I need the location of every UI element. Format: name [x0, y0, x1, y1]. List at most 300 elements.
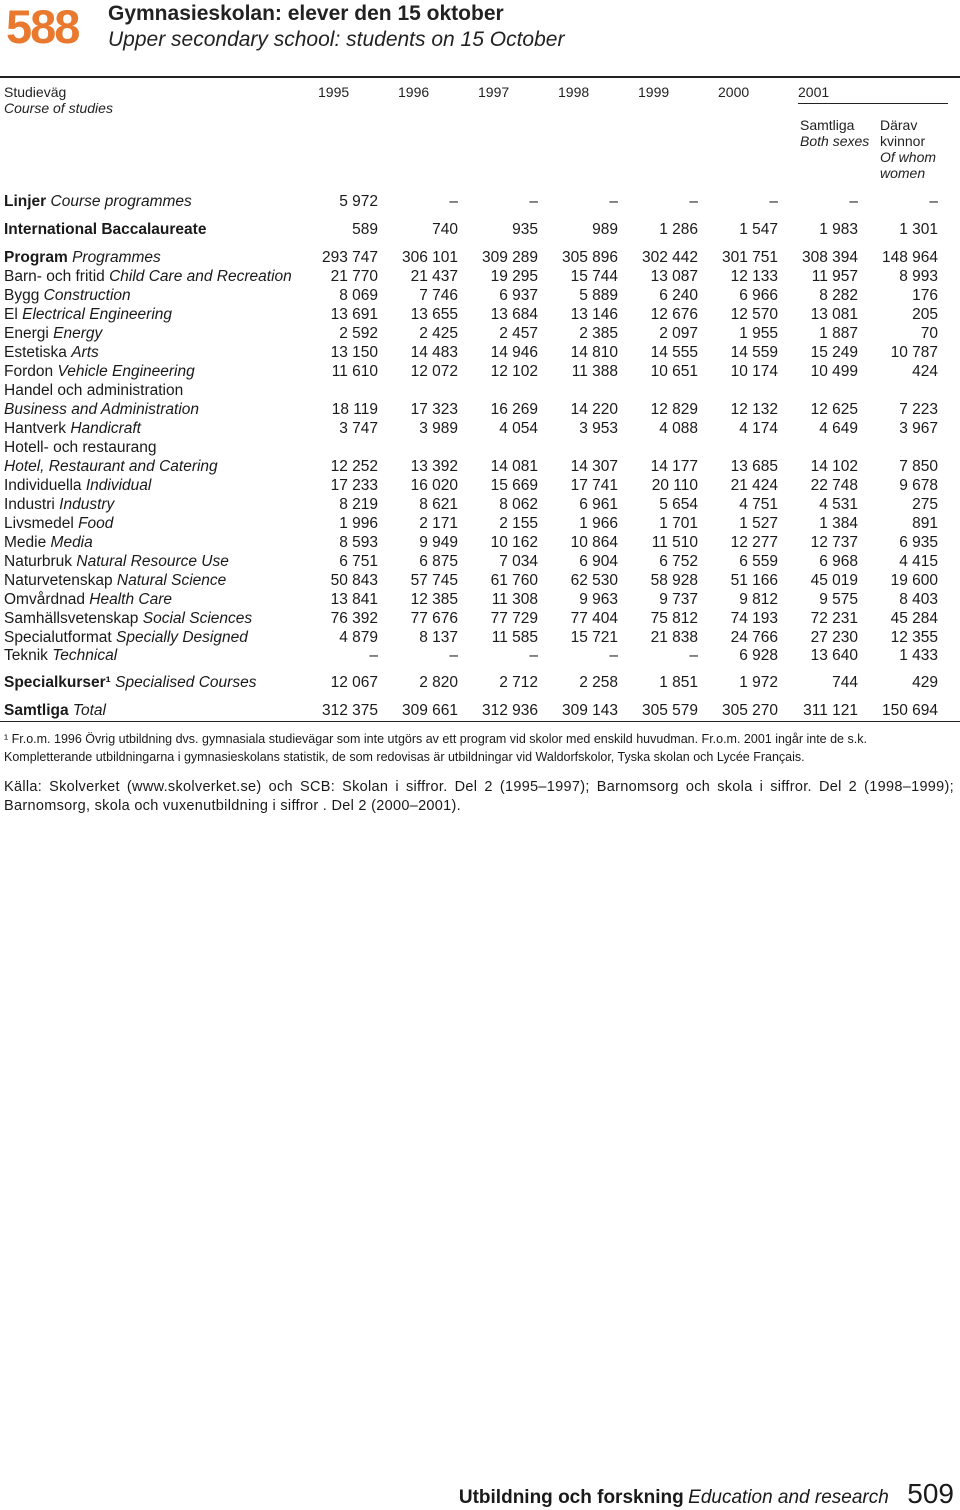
- row-label: [4, 628, 248, 647]
- table-number: 588: [6, 0, 79, 53]
- table-cell: 17 323: [410, 401, 458, 418]
- table-cell: 311 121: [803, 702, 858, 719]
- row-label-en: Electrical Engineering: [22, 306, 173, 323]
- table-cell: 2 097: [659, 325, 698, 342]
- table-cell: –: [689, 193, 698, 210]
- table-cell: 8 137: [419, 629, 458, 646]
- table-row: [0, 248, 960, 267]
- table-cell: 9 737: [659, 591, 698, 608]
- year-header-1995: 1995: [318, 84, 350, 100]
- row-label: [4, 476, 151, 495]
- table-cell: 11 585: [491, 629, 538, 646]
- table-cell: 12 355: [890, 629, 938, 646]
- table-cell: 5 889: [579, 287, 618, 304]
- table-cell: 1 851: [659, 674, 698, 691]
- row-label-en: Arts: [71, 344, 99, 361]
- row-label: [4, 419, 141, 438]
- table-cell: 77 404: [570, 610, 618, 627]
- table-cell: 2 258: [579, 674, 618, 691]
- table-cell: 11 388: [571, 363, 618, 380]
- row-label-en: Natural Resource Use: [76, 553, 229, 570]
- table-row: [0, 362, 960, 381]
- table-cell: 14 177: [650, 458, 698, 475]
- table-cell: 19 600: [890, 572, 938, 589]
- row-label-sv: Teknik: [4, 647, 48, 664]
- table-cell: 8 069: [339, 287, 378, 304]
- row-label-en: Health Care: [89, 591, 173, 608]
- table-cell: 8 282: [819, 287, 858, 304]
- row-label-sv: Naturvetenskap: [4, 572, 113, 589]
- table-cell: 9 812: [739, 591, 778, 608]
- table-cell: –: [769, 193, 778, 210]
- row-label: [4, 457, 218, 476]
- table-row: [0, 571, 960, 590]
- table-cell: 1 286: [659, 221, 698, 238]
- footnote-line-1: ¹ Fr.o.m. 1996 Övrig utbildning dvs. gymnasiala studievägar som inte utgörs av ett program vid skolor med enskild huvudman. Fr.o.m. 2001 ingår inte de s.k.: [4, 732, 867, 746]
- table-row: [0, 495, 960, 514]
- table-cell: 1 301: [899, 221, 938, 238]
- table-cell: 4 054: [499, 420, 538, 437]
- table-cell: 4 174: [739, 420, 778, 437]
- table-cell: 11 308: [491, 591, 538, 608]
- row-label: [4, 701, 106, 720]
- table-cell: 1 701: [659, 515, 698, 532]
- column-header-course-sv: Studieväg: [4, 84, 67, 100]
- table-cell: 12 132: [730, 401, 778, 418]
- table-row: [0, 286, 960, 305]
- row-label-en: Industry: [59, 496, 115, 513]
- row-label-en: Handicraft: [70, 420, 141, 437]
- table-cell: 10 174: [730, 363, 778, 380]
- table-row: [0, 400, 960, 419]
- table-cell: 11 510: [651, 534, 698, 551]
- table-cell: 935: [512, 221, 538, 238]
- table-cell: 58 928: [650, 572, 698, 589]
- table-cell: 1 887: [819, 325, 858, 342]
- women-en-line1: Of whom: [880, 149, 937, 165]
- row-label: [4, 192, 192, 211]
- table-cell: –: [369, 647, 378, 664]
- row-label-sv: Linjer: [4, 193, 47, 210]
- table-cell: 15 249: [810, 344, 858, 361]
- table-cell: 424: [912, 363, 938, 380]
- table-cell: 6 968: [819, 553, 858, 570]
- year-header-2000: 2000: [718, 84, 750, 100]
- table-cell: 1 972: [739, 674, 778, 691]
- top-rule: [0, 76, 960, 78]
- table-cell: 305 896: [561, 249, 618, 266]
- table-cell: 50 843: [330, 572, 378, 589]
- table-cell: 9 678: [899, 477, 938, 494]
- table-cell: 14 810: [570, 344, 618, 361]
- table-cell: 205: [912, 306, 938, 323]
- row-label: [4, 220, 206, 239]
- table-row: [0, 628, 960, 647]
- table-cell: 12 625: [810, 401, 858, 418]
- footer-section-sv: Utbildning och forskning: [458, 1487, 684, 1508]
- table-cell: 16 269: [490, 401, 538, 418]
- table-row: [0, 220, 960, 239]
- page-number: 509: [907, 1478, 954, 1509]
- table-cell: 740: [432, 221, 458, 238]
- table-row: [0, 438, 960, 457]
- table-cell: 14 081: [490, 458, 538, 475]
- table-row: [0, 381, 960, 400]
- table-cell: 27 230: [810, 629, 858, 646]
- table-cell: 6 937: [499, 287, 538, 304]
- row-label: [4, 438, 157, 457]
- row-label-en: Course programmes: [50, 193, 192, 210]
- table-cell: 4 751: [739, 496, 778, 513]
- table-cell: 4 088: [659, 420, 698, 437]
- row-label-sv: International Baccalaureate: [4, 221, 207, 238]
- year-header-2001: 2001: [798, 84, 830, 100]
- row-label: [4, 362, 195, 381]
- table-cell: 12 102: [490, 363, 538, 380]
- row-label: [4, 248, 161, 267]
- table-cell: 13 150: [330, 344, 378, 361]
- table-cell: 9 575: [819, 591, 858, 608]
- table-row: [0, 419, 960, 438]
- table-row: [0, 609, 960, 628]
- table-cell: 8 621: [419, 496, 458, 513]
- both-sexes-en: Both sexes: [800, 133, 870, 149]
- table-cell: 15 721: [570, 629, 618, 646]
- table-cell: 891: [912, 515, 938, 532]
- row-label-sv: Specialutformat: [4, 629, 112, 646]
- row-label: [4, 343, 99, 362]
- row-label-sv: Samtliga: [4, 702, 69, 719]
- table-cell: 7 034: [499, 553, 538, 570]
- table-row: [0, 701, 960, 720]
- row-label: [4, 533, 93, 552]
- table-row: [0, 590, 960, 609]
- table-row: [0, 533, 960, 552]
- row-label: [4, 400, 199, 419]
- column-header-women: [880, 117, 936, 181]
- table-cell: 12 737: [810, 534, 858, 551]
- row-label: [4, 324, 102, 343]
- women-sv-line2: kvinnor: [880, 133, 926, 149]
- row-label-sv: Specialkurser¹: [4, 674, 111, 691]
- table-cell: 14 555: [650, 344, 698, 361]
- row-label: [4, 495, 114, 514]
- table-cell: 8 403: [899, 591, 938, 608]
- table-cell: 15 744: [570, 268, 618, 285]
- table-cell: 10 651: [650, 363, 698, 380]
- table-cell: 2 457: [499, 325, 538, 342]
- table-cell: 7 223: [899, 401, 938, 418]
- table-cell: 45 284: [890, 610, 938, 627]
- row-label-sv: Samhällsvetenskap: [4, 610, 139, 627]
- row-label: [4, 514, 113, 533]
- table-cell: 305 579: [641, 702, 698, 719]
- table-cell: 76 392: [330, 610, 378, 627]
- row-label-en: Business and Administration: [4, 401, 199, 418]
- table-cell: 12 277: [730, 534, 778, 551]
- row-label-en: Media: [50, 534, 93, 551]
- title-english: Upper secondary school: students on 15 October: [108, 28, 565, 51]
- table-cell: 301 751: [721, 249, 778, 266]
- table-cell: 3 967: [899, 420, 938, 437]
- women-en-line2: women: [880, 165, 926, 181]
- row-label-en: Technical: [52, 647, 118, 664]
- table-cell: 9 963: [579, 591, 618, 608]
- row-label-sv: Medie: [4, 534, 47, 551]
- table-cell: –: [609, 647, 618, 664]
- year-header-1996: 1996: [398, 84, 430, 100]
- page-footer: [459, 1478, 954, 1510]
- row-label-sv: Estetiska: [4, 344, 67, 361]
- year-header-1998: 1998: [558, 84, 590, 100]
- table-cell: 12 133: [730, 268, 778, 285]
- table-cell: 70: [920, 325, 938, 342]
- table-cell: –: [929, 193, 938, 210]
- table-row: [0, 457, 960, 476]
- row-label-en: Energy: [53, 325, 103, 342]
- row-label: [4, 590, 172, 609]
- table-cell: 21 437: [410, 268, 458, 285]
- row-label-en: Social Sciences: [142, 610, 253, 627]
- table-cell: 21 424: [730, 477, 778, 494]
- table-header: [4, 0, 954, 60]
- table-cell: 10 864: [570, 534, 618, 551]
- table-cell: 309 143: [561, 702, 618, 719]
- table-cell: 13 655: [410, 306, 458, 323]
- table-cell: 309 661: [401, 702, 458, 719]
- table-cell: 11 957: [811, 268, 858, 285]
- table-row: [0, 267, 960, 286]
- title-swedish: Gymnasieskolan: elever den 15 oktober: [108, 2, 504, 25]
- table-cell: 6 875: [419, 553, 458, 570]
- row-label-sv: Barn- och fritid: [4, 268, 105, 285]
- table-cell: 20 110: [651, 477, 698, 494]
- row-label-sv: Energi: [4, 325, 49, 342]
- table-cell: 150 694: [881, 702, 938, 719]
- row-label: [4, 609, 252, 628]
- both-sexes-sv: Samtliga: [800, 117, 855, 133]
- row-label-sv: Program: [4, 249, 68, 266]
- table-cell: 13 841: [330, 591, 378, 608]
- table-cell: 51 166: [730, 572, 778, 589]
- row-label: [4, 286, 131, 305]
- table-cell: 8 993: [899, 268, 938, 285]
- table-row: [0, 476, 960, 495]
- table-cell: 11 610: [331, 363, 378, 380]
- row-label-sv: El: [4, 306, 18, 323]
- table-cell: 12 067: [330, 674, 378, 691]
- table-cell: 13 684: [490, 306, 538, 323]
- row-label-en: Total: [72, 702, 106, 719]
- table-cell: 1 966: [579, 515, 618, 532]
- table-cell: 6 904: [579, 553, 618, 570]
- table-cell: 6 240: [659, 287, 698, 304]
- row-label-sv: Naturbruk: [4, 553, 73, 570]
- table-cell: 312 936: [481, 702, 538, 719]
- table-cell: –: [849, 193, 858, 210]
- table-cell: 12 072: [410, 363, 458, 380]
- row-label-sv: Hotell- och restaurang: [4, 439, 157, 456]
- table-cell: 2 385: [579, 325, 618, 342]
- row-label-en: Natural Science: [116, 572, 227, 589]
- table-cell: 6 559: [739, 553, 778, 570]
- row-label-en: Programmes: [72, 249, 161, 266]
- table-cell: –: [449, 193, 458, 210]
- table-cell: 1 996: [339, 515, 378, 532]
- table-cell: 12 252: [330, 458, 378, 475]
- table-cell: 2 155: [499, 515, 538, 532]
- footnote-line-2: Kompletterande utbildningarna i gymnasieskolans statistik, de som redovisas är utbildningar vid Waldorfskolor, Tyska skolan och Lycée Français.: [4, 750, 805, 764]
- row-label: [4, 381, 183, 400]
- table-row: [0, 673, 960, 692]
- row-label: [4, 571, 226, 590]
- table-cell: 306 101: [401, 249, 458, 266]
- table-cell: 2 820: [419, 674, 458, 691]
- table-cell: 275: [912, 496, 938, 513]
- row-label: [4, 267, 292, 286]
- table-cell: –: [529, 193, 538, 210]
- table-cell: 312 375: [321, 702, 378, 719]
- row-label-en: Hotel, Restaurant and Catering: [4, 458, 218, 475]
- table-cell: 14 220: [570, 401, 618, 418]
- table-cell: 305 270: [721, 702, 778, 719]
- column-header-course-en: Course of studies: [4, 100, 113, 116]
- table-cell: 302 442: [641, 249, 698, 266]
- table-row: [0, 514, 960, 533]
- table-cell: 4 415: [899, 553, 938, 570]
- table-cell: 176: [912, 287, 938, 304]
- column-header-course: [4, 84, 113, 116]
- table-cell: 7 746: [419, 287, 458, 304]
- table-cell: 22 748: [810, 477, 858, 494]
- table-cell: 309 289: [481, 249, 538, 266]
- row-label: [4, 673, 256, 692]
- table-cell: –: [609, 193, 618, 210]
- table-cell: 5 972: [339, 193, 378, 210]
- table-cell: 12 829: [650, 401, 698, 418]
- table-row: [0, 324, 960, 343]
- table-cell: 13 081: [810, 306, 858, 323]
- table-cell: 6 961: [579, 496, 618, 513]
- subheader-rule: [798, 103, 948, 104]
- table-cell: 4 531: [819, 496, 858, 513]
- table-cell: 4 649: [819, 420, 858, 437]
- year-header-1997: 1997: [478, 84, 510, 100]
- table-cell: 8 219: [339, 496, 378, 513]
- table-cell: 57 745: [410, 572, 458, 589]
- table-cell: 13 685: [730, 458, 778, 475]
- table-cell: 77 729: [490, 610, 538, 627]
- table-cell: 14 307: [570, 458, 618, 475]
- row-label-sv: Omvårdnad: [4, 591, 85, 608]
- table-cell: 1 527: [739, 515, 778, 532]
- table-cell: 10 499: [810, 363, 858, 380]
- table-cell: 1 983: [819, 221, 858, 238]
- table-cell: 61 760: [490, 572, 538, 589]
- row-label-sv: Bygg: [4, 287, 40, 304]
- table-row: [0, 343, 960, 362]
- table-cell: 24 766: [730, 629, 778, 646]
- row-label-en: Vehicle Engineering: [57, 363, 195, 380]
- row-label-sv: Livsmedel: [4, 515, 74, 532]
- table-cell: 14 483: [410, 344, 458, 361]
- table-cell: 2 592: [339, 325, 378, 342]
- table-cell: 589: [352, 221, 378, 238]
- row-label: [4, 646, 117, 665]
- table-cell: 2 171: [419, 515, 458, 532]
- table-row: [0, 305, 960, 324]
- table-cell: 12 676: [650, 306, 698, 323]
- table-cell: 429: [912, 674, 938, 691]
- row-label-en: Specially Designed: [116, 629, 248, 646]
- table-cell: 6 928: [739, 647, 778, 664]
- table-cell: 62 530: [570, 572, 618, 589]
- table-cell: 3 989: [419, 420, 458, 437]
- table-cell: 14 946: [490, 344, 538, 361]
- row-label-sv: Fordon: [4, 363, 54, 380]
- table-cell: 21 838: [650, 629, 698, 646]
- table-cell: 18 119: [331, 401, 378, 418]
- table-cell: 15 669: [490, 477, 538, 494]
- row-label-sv: Industri: [4, 496, 55, 513]
- table-row: [0, 192, 960, 211]
- table-cell: 3 747: [339, 420, 378, 437]
- source-note: Källa: Skolverket (www.skolverket.se) och SCB: Skolan i siffror. Del 2 (1995–1997); Barnomsorg och skola i siffror. Del 2 (1998–1999); Barnomsorg, skola och vuxenutbildning i siffror . Del 2 (2000–2001).: [4, 779, 954, 814]
- table-cell: 17 233: [330, 477, 378, 494]
- year-header-1999: 1999: [638, 84, 670, 100]
- row-label-sv: Individuella: [4, 477, 82, 494]
- table-cell: 14 559: [730, 344, 778, 361]
- table-cell: 75 812: [650, 610, 698, 627]
- table-cell: 72 231: [810, 610, 858, 627]
- table-cell: 8 062: [499, 496, 538, 513]
- footer-section-en: Education and research: [688, 1487, 889, 1508]
- table-cell: 10 162: [490, 534, 538, 551]
- table-cell: 308 394: [801, 249, 858, 266]
- table-row: [0, 646, 960, 665]
- table-cell: 74 193: [730, 610, 778, 627]
- table-cell: 5 654: [659, 496, 698, 513]
- table-cell: 6 966: [739, 287, 778, 304]
- row-label-en: Individual: [85, 477, 152, 494]
- row-label-sv: Hantverk: [4, 420, 67, 437]
- table-cell: 6 751: [339, 553, 378, 570]
- table-cell: 1 955: [739, 325, 778, 342]
- table-cell: 17 741: [570, 477, 618, 494]
- table-cell: 13 392: [410, 458, 458, 475]
- row-label: [4, 552, 229, 571]
- bottom-rule: [0, 721, 960, 722]
- row-label-sv: Handel och administration: [4, 382, 184, 399]
- table-cell: 13 691: [330, 306, 378, 323]
- table-cell: 12 385: [410, 591, 458, 608]
- table-cell: –: [449, 647, 458, 664]
- table-cell: 16 020: [410, 477, 458, 494]
- table-cell: 6 935: [899, 534, 938, 551]
- table-cell: 45 019: [810, 572, 858, 589]
- row-label-en: Child Care and Recreation: [109, 268, 292, 285]
- table-cell: 13 146: [570, 306, 618, 323]
- table-cell: 2 712: [499, 674, 538, 691]
- table-cell: 4 879: [339, 629, 378, 646]
- table-cell: –: [529, 647, 538, 664]
- row-label: [4, 305, 172, 324]
- table-cell: 6 752: [659, 553, 698, 570]
- table-cell: 989: [592, 221, 618, 238]
- row-label-en: Construction: [43, 287, 131, 304]
- table-cell: 10 787: [890, 344, 938, 361]
- women-sv-line1: Därav: [880, 117, 918, 133]
